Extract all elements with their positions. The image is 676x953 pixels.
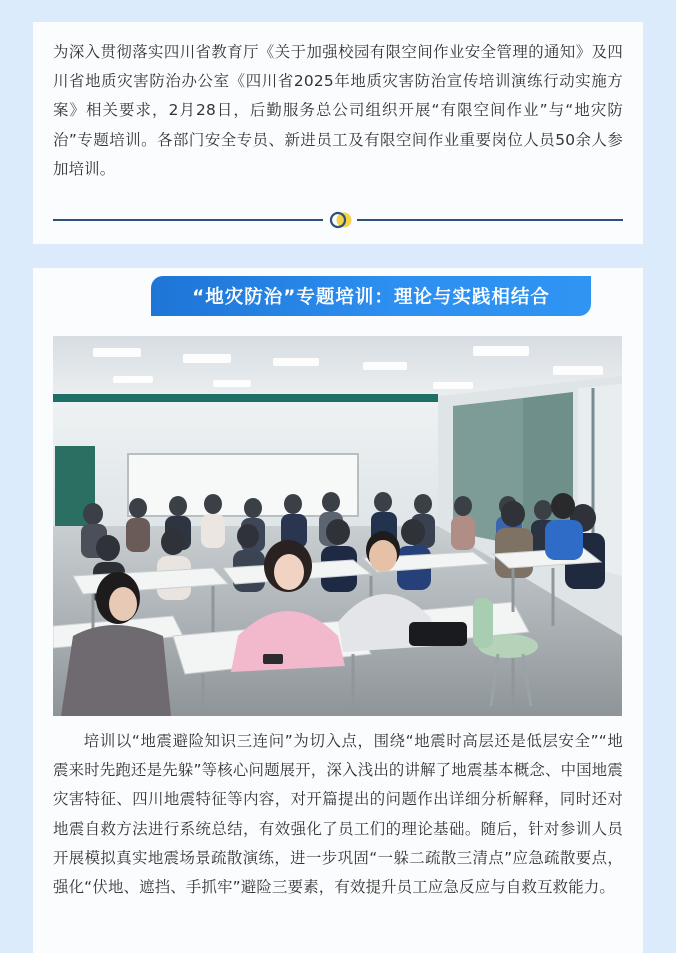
intro-card	[33, 22, 643, 244]
section-title: “地灾防治”专题培训：理论与实践相结合	[192, 287, 550, 308]
divider-ornament-icon	[325, 210, 357, 230]
section-card	[33, 268, 643, 953]
divider-line-left	[53, 219, 323, 221]
section-title-bar	[151, 276, 591, 316]
divider-line-right	[357, 219, 623, 221]
section-paragraph: 培训以“地震避险知识三连问”为切入点，围绕“地震时高层还是低层安全”“地震来时先跑还是先躲”等核心问题展开，深入浅出的讲解了地震基本概念、中国地震灾害特征、四川地震特征等内容，对开篇提出的问题作出详细分析解释，同时还对地震自救方法进行系统总结，有效强化了员工们的理论基础。随后，针对参训人员开展模拟真实地震场景疏散演练，进一步巩固“一躲二疏散三清点”应急疏散要点，强化“伏地、遮挡、手抓牢”避险三要素，有效提升员工应急反应与自救互救能力。	[53, 732, 623, 897]
training-classroom-photo	[53, 336, 622, 716]
section-divider	[53, 210, 623, 230]
intro-paragraph: 为深入贯彻落实四川省教育厅《关于加强校园有限空间作业安全管理的通知》及四川省地质灾害防治办公室《四川省2025年地质灾害防治宣传培训演练行动实施方案》相关要求，2月28日，后勤服务总公司组织开展“有限空间作业”与“地灾防治”专题培训。各部门安全专员、新进员工及有限空间作业重要岗位人员50余人参加培训。	[53, 43, 623, 178]
classroom-illustration	[53, 336, 622, 716]
